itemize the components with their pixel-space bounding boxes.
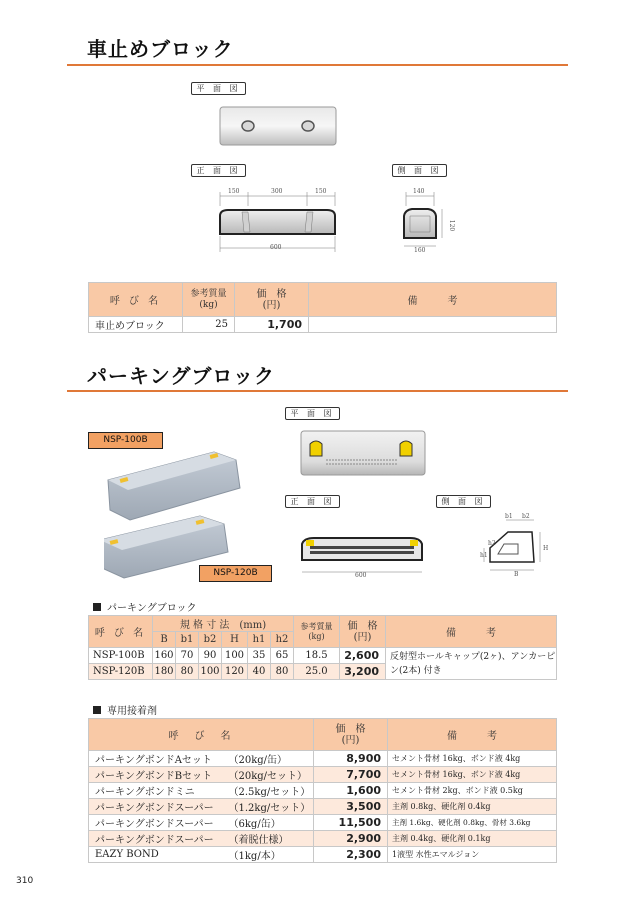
photo-label-nsp120b: NSP-120B xyxy=(199,565,272,582)
cell-remarks: 主剤 0.8kg、硬化剤 0.4kg xyxy=(388,799,557,815)
dim-b2: b2 xyxy=(522,513,530,520)
cell-price: 7,700 xyxy=(314,767,388,783)
cell-spec: （1kg/本） xyxy=(229,847,314,863)
cell-dim: 180 xyxy=(153,664,176,680)
cell-weight: 18.5 xyxy=(294,648,340,664)
view-label-side: 側 面 図 xyxy=(436,495,491,508)
cell-dim: 35 xyxy=(248,648,271,664)
table-row xyxy=(89,767,557,783)
bullet-square-icon xyxy=(93,603,101,611)
cell-dim: 90 xyxy=(199,648,222,664)
cell-dim: 100 xyxy=(199,664,222,680)
header-name: 呼 び 名 xyxy=(89,616,153,648)
cell-spec: （2.5kg/セット） xyxy=(229,783,314,799)
dim-150-left: 150 xyxy=(228,188,240,195)
dim-120: 120 xyxy=(448,219,456,232)
parking-block-plan-drawing xyxy=(300,430,426,476)
cell-name: パーキングボンドAセット xyxy=(89,751,229,767)
cell-name: NSP-100B xyxy=(89,648,153,664)
parking-block-table xyxy=(88,615,557,680)
cell-price: 3,500 xyxy=(314,799,388,815)
cell-remarks: 主剤 0.4kg、硬化剤 0.1kg xyxy=(388,831,557,847)
adhesive-table xyxy=(88,718,557,863)
dim-300: 300 xyxy=(271,188,283,195)
header-remarks: 備 考 xyxy=(309,283,557,317)
cell-weight: 25 xyxy=(183,317,235,333)
photo-label-nsp100b: NSP-100B xyxy=(88,432,163,449)
view-label-front: 正 面 図 xyxy=(191,164,246,177)
page-number: 310 xyxy=(16,876,34,886)
cell-remarks: セメント骨材 16kg、ボンド液 4kg xyxy=(388,751,557,767)
dim-160: 160 xyxy=(414,247,426,254)
cell-remarks: セメント骨材 16kg、ボンド液 4kg xyxy=(388,767,557,783)
cell-dim: 65 xyxy=(271,648,294,664)
subsection-title-parking-block xyxy=(93,599,197,614)
header-name: 呼 び 名 xyxy=(89,719,314,751)
cell-dim: 80 xyxy=(271,664,294,680)
cell-dim: 70 xyxy=(176,648,199,664)
view-label-plan: 平 面 図 xyxy=(191,82,246,95)
view-label-front: 正 面 図 xyxy=(285,495,340,508)
header-remarks: 備 考 xyxy=(386,616,557,648)
cell-price: 8,900 xyxy=(314,751,388,767)
dim-B: B xyxy=(514,571,519,578)
cell-price: 3,200 xyxy=(340,664,386,680)
header-dim-h1: h1 xyxy=(248,632,271,648)
header-dims: 規 格 寸 法 (mm) xyxy=(153,616,294,632)
view-label-side: 側 面 図 xyxy=(392,164,447,177)
table-row xyxy=(89,847,557,863)
cell-spec: （20kg/缶） xyxy=(229,751,314,767)
car-stop-plan-drawing xyxy=(219,106,337,148)
dim-150-right: 150 xyxy=(315,188,327,195)
table-row xyxy=(89,783,557,799)
parking-block-photos xyxy=(104,448,264,580)
cell-name: EAZY BOND xyxy=(89,847,229,863)
cell-remarks: 1液型 水性エマルジョン xyxy=(388,847,557,863)
cell-spec: （20kg/セット） xyxy=(229,767,314,783)
table-row xyxy=(89,648,557,664)
cell-price: 2,600 xyxy=(340,648,386,664)
cell-dim: 120 xyxy=(222,664,248,680)
section-rule xyxy=(67,64,568,66)
cell-spec: （着脱仕様） xyxy=(229,831,314,847)
cell-weight: 25.0 xyxy=(294,664,340,680)
cell-name: パーキングボンドミニ xyxy=(89,783,229,799)
view-label-plan: 平 面 図 xyxy=(285,407,340,420)
car-stop-table xyxy=(88,282,557,333)
header-dim-H: H xyxy=(222,632,248,648)
cell-remarks: 主剤 1.6kg、硬化剤 0.8kg、骨材 3.6kg xyxy=(388,815,557,831)
section-title-car-stop: 車止めブロック xyxy=(87,37,234,61)
cell-name: パーキングボンドスーパー xyxy=(89,831,229,847)
dim-600: 600 xyxy=(270,244,282,251)
cell-dim: 80 xyxy=(176,664,199,680)
table-row xyxy=(89,831,557,847)
table-row xyxy=(89,815,557,831)
cell-remarks xyxy=(309,317,557,333)
cell-name: パーキングボンドスーパー xyxy=(89,799,229,815)
subsection-title-text: パーキングブロック xyxy=(107,603,197,614)
header-weight: 参考質量 (kg) xyxy=(294,616,340,648)
header-price: 価 格 (円) xyxy=(340,616,386,648)
header-weight: 参考質量 (kg) xyxy=(183,283,235,317)
header-dim-h2: h2 xyxy=(271,632,294,648)
subsection-title-text: 専用接着剤 xyxy=(107,706,157,717)
cell-price: 11,500 xyxy=(314,815,388,831)
cell-spec: （1.2kg/セット） xyxy=(229,799,314,815)
header-price: 価 格 (円) xyxy=(235,283,309,317)
cell-name: パーキングボンドBセット xyxy=(89,767,229,783)
cell-name: パーキングボンドスーパー xyxy=(89,815,229,831)
dim-h2: h2 xyxy=(488,540,496,547)
cell-remarks: セメント骨材 2kg、ボンド液 0.5kg xyxy=(388,783,557,799)
header-remarks: 備 考 xyxy=(388,719,557,751)
cell-dim: 40 xyxy=(248,664,271,680)
dim-140: 140 xyxy=(413,188,425,195)
cell-price: 2,900 xyxy=(314,831,388,847)
cell-name: NSP-120B xyxy=(89,664,153,680)
dim-600: 600 xyxy=(355,572,367,579)
subsection-title-adhesive xyxy=(93,702,157,717)
header-name: 呼 び 名 xyxy=(89,283,183,317)
dim-b1: b1 xyxy=(505,513,513,520)
section-rule xyxy=(67,390,568,392)
table-row xyxy=(89,317,557,333)
cell-price: 1,600 xyxy=(314,783,388,799)
section-title-parking-block: パーキングブロック xyxy=(87,364,275,388)
cell-remarks: 反射型ホールキャップ(2ヶ)、アンカーピン(2本) 付き xyxy=(386,648,557,680)
header-price: 価 格 (円) xyxy=(314,719,388,751)
dim-h1: h1 xyxy=(480,552,488,559)
cell-price: 2,300 xyxy=(314,847,388,863)
cell-price: 1,700 xyxy=(235,317,309,333)
cell-dim: 160 xyxy=(153,648,176,664)
header-dim-B: B xyxy=(153,632,176,648)
cell-spec: （6kg/缶） xyxy=(229,815,314,831)
header-dim-b1: b1 xyxy=(176,632,199,648)
cell-dim: 100 xyxy=(222,648,248,664)
cell-name: 車止めブロック xyxy=(89,317,183,333)
dim-H: H xyxy=(543,545,549,552)
table-row xyxy=(89,799,557,815)
table-row xyxy=(89,751,557,767)
header-dim-b2: b2 xyxy=(199,632,222,648)
bullet-square-icon xyxy=(93,706,101,714)
